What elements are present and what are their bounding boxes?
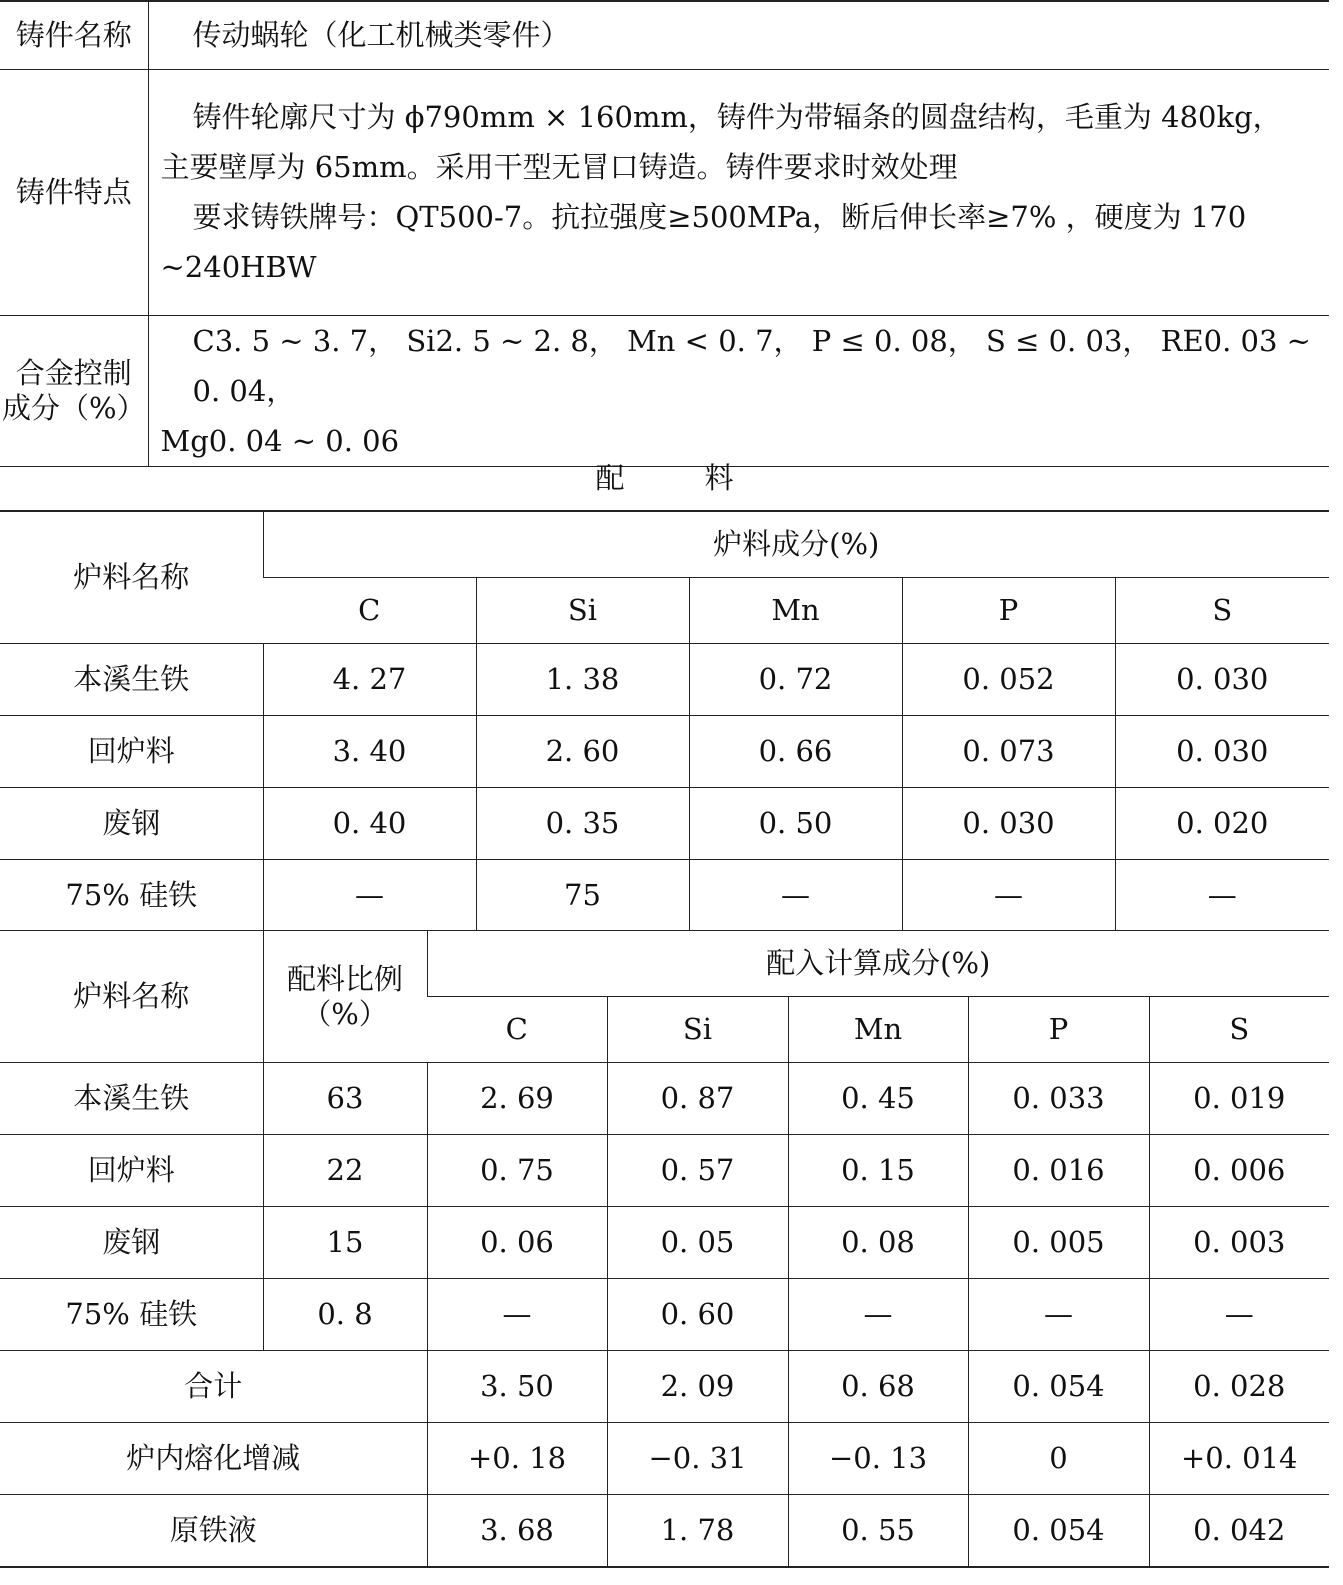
- cell: 0. 030: [1115, 715, 1329, 787]
- cell: —: [689, 859, 902, 931]
- table-row: [0, 715, 1329, 787]
- row-name: 本溪生铁: [0, 643, 263, 715]
- table-row: [0, 1063, 1329, 1135]
- info-row-alloy: [0, 315, 1329, 466]
- alloy-label-line-2: 成分（%）: [1, 390, 146, 425]
- cell: 2. 69: [427, 1063, 607, 1135]
- table-row: [0, 787, 1329, 859]
- t2-col-s: S: [1149, 997, 1329, 1063]
- cell: 0. 054: [968, 1351, 1149, 1423]
- cell: 0. 052: [902, 643, 1115, 715]
- cell: 0. 87: [607, 1063, 788, 1135]
- alloy-control-value: [148, 315, 1329, 466]
- features-line-3: 要求铸铁牌号：QT500-7。抗拉强度≥500MPa，断后伸长率≥7% ，硬度为 170: [192, 200, 1247, 234]
- t1-header-row-1: [0, 511, 1329, 577]
- features-line-1: 铸件轮廓尺寸为 ϕ790mm × 160mm，铸件为带辐条的圆盘结构，毛重为 480kg，: [192, 100, 1282, 134]
- cell: 3. 50: [427, 1351, 607, 1423]
- summary-row-total: [0, 1351, 1329, 1423]
- cell: 0. 06: [427, 1207, 607, 1279]
- cell: 3. 68: [427, 1495, 607, 1567]
- t1-col-si: Si: [476, 577, 689, 643]
- cell: —: [263, 859, 476, 931]
- cell: 0. 57: [607, 1135, 788, 1207]
- row-name: 75% 硅铁: [0, 859, 263, 931]
- table-row: [0, 1207, 1329, 1279]
- t2-name-header: 炉料名称: [0, 931, 263, 1063]
- cell: 1. 78: [607, 1495, 788, 1567]
- casting-name-text: 传动蜗轮（化工机械类零件）: [192, 18, 570, 53]
- t2-header-row-1: [0, 931, 1329, 997]
- features-line-4: ~240HBW: [160, 250, 317, 284]
- cell: 0. 05: [607, 1207, 788, 1279]
- cell: 0. 033: [968, 1063, 1149, 1135]
- t1-group-header: 炉料成分(%): [263, 511, 1329, 577]
- t2-group-header: 配入计算成分(%): [427, 931, 1329, 997]
- cell: —: [1115, 859, 1329, 931]
- cell: 0. 72: [689, 643, 902, 715]
- t2-col-si: Si: [607, 997, 788, 1063]
- t1-col-c: C: [263, 577, 476, 643]
- cell: +0. 014: [1149, 1423, 1329, 1495]
- t2-col-c: C: [427, 997, 607, 1063]
- cell: 0. 030: [902, 787, 1115, 859]
- alloy-line-2: Mg0. 04 ~ 0. 06: [160, 423, 400, 458]
- cell: 0. 75: [427, 1135, 607, 1207]
- summary-row-base-iron: [0, 1495, 1329, 1567]
- row-name: 废钢: [0, 787, 263, 859]
- cell: +0. 18: [427, 1423, 607, 1495]
- cell: 0. 35: [476, 787, 689, 859]
- summary-name: 原铁液: [0, 1495, 427, 1567]
- cell: —: [427, 1279, 607, 1351]
- cell: 2. 60: [476, 715, 689, 787]
- casting-features-label: 铸件特点: [0, 69, 148, 315]
- t1-col-mn: Mn: [689, 577, 902, 643]
- section-title: [0, 446, 1329, 510]
- cell: −0. 31: [607, 1423, 788, 1495]
- cell: 75: [476, 859, 689, 931]
- cell: 0. 020: [1115, 787, 1329, 859]
- cell: 0. 003: [1149, 1207, 1329, 1279]
- table-row: [0, 643, 1329, 715]
- t2-col-p: P: [968, 997, 1149, 1063]
- ratio-cell: 63: [263, 1063, 427, 1135]
- cell: 4. 27: [263, 643, 476, 715]
- cell: 2. 09: [607, 1351, 788, 1423]
- cell: —: [902, 859, 1115, 931]
- casting-features-value: [148, 69, 1329, 315]
- table-row: [0, 859, 1329, 931]
- cell: 0. 40: [263, 787, 476, 859]
- cell: 0. 50: [689, 787, 902, 859]
- cell: 0. 15: [788, 1135, 968, 1207]
- t1-col-s: S: [1115, 577, 1329, 643]
- cell: 0. 55: [788, 1495, 968, 1567]
- cell: 0. 030: [1115, 643, 1329, 715]
- t2-col-mn: Mn: [788, 997, 968, 1063]
- cell: 0. 042: [1149, 1495, 1329, 1567]
- cell: 0. 66: [689, 715, 902, 787]
- section-title-char-2: 料: [704, 461, 734, 495]
- cell: 0. 016: [968, 1135, 1149, 1207]
- cell: —: [1149, 1279, 1329, 1351]
- cell: 0. 08: [788, 1207, 968, 1279]
- ratio-header-line-2: （%）: [302, 996, 388, 1031]
- info-row-features: [0, 69, 1329, 315]
- table-row: [0, 1279, 1329, 1351]
- summary-row-melt-change: [0, 1423, 1329, 1495]
- cell: −0. 13: [788, 1423, 968, 1495]
- features-line-2: 主要壁厚为 65mm。采用干型无冒口铸造。铸件要求时效处理: [160, 150, 958, 184]
- casting-info-table: [0, 0, 1329, 467]
- row-name: 75% 硅铁: [0, 1279, 263, 1351]
- t1-col-p: P: [902, 577, 1115, 643]
- ratio-header-line-1: 配料比例: [286, 961, 403, 996]
- charge-composition-table: [0, 510, 1329, 931]
- casting-name-value: [148, 1, 1329, 69]
- cell: —: [968, 1279, 1149, 1351]
- cell: —: [788, 1279, 968, 1351]
- table-row: [0, 1135, 1329, 1207]
- summary-name: 炉内熔化增减: [0, 1423, 427, 1495]
- alloy-label-line-1: 合金控制: [15, 355, 132, 390]
- summary-name: 合计: [0, 1351, 427, 1423]
- cell: 0: [968, 1423, 1149, 1495]
- cell: 0. 006: [1149, 1135, 1329, 1207]
- t2-ratio-header: [263, 931, 427, 1063]
- alloy-line-1: C3. 5 ~ 3. 7， Si2. 5 ~ 2. 8， Mn < 0. 7， P ≤ 0. 08， S ≤ 0. 03， RE0. 03 ~ 0. 04，: [192, 323, 1311, 408]
- cell: 0. 054: [968, 1495, 1149, 1567]
- ratio-cell: 22: [263, 1135, 427, 1207]
- t1-name-header: 炉料名称: [0, 511, 263, 643]
- cell: 0. 028: [1149, 1351, 1329, 1423]
- cell: 3. 40: [263, 715, 476, 787]
- ratio-cell: 15: [263, 1207, 427, 1279]
- cell: 0. 68: [788, 1351, 968, 1423]
- section-title-char-1: 配: [595, 461, 625, 495]
- calculated-composition-table: [0, 930, 1329, 1568]
- cell: 0. 019: [1149, 1063, 1329, 1135]
- cell: 1. 38: [476, 643, 689, 715]
- cell: 0. 073: [902, 715, 1115, 787]
- cell: 0. 005: [968, 1207, 1149, 1279]
- cell: 0. 60: [607, 1279, 788, 1351]
- row-name: 本溪生铁: [0, 1063, 263, 1135]
- row-name: 回炉料: [0, 1135, 263, 1207]
- ratio-cell: 0. 8: [263, 1279, 427, 1351]
- casting-name-label: 铸件名称: [15, 17, 132, 52]
- cell: 0. 45: [788, 1063, 968, 1135]
- row-name: 废钢: [0, 1207, 263, 1279]
- alloy-control-label: [0, 315, 148, 466]
- row-name: 回炉料: [0, 715, 263, 787]
- info-row-name: [0, 1, 1329, 69]
